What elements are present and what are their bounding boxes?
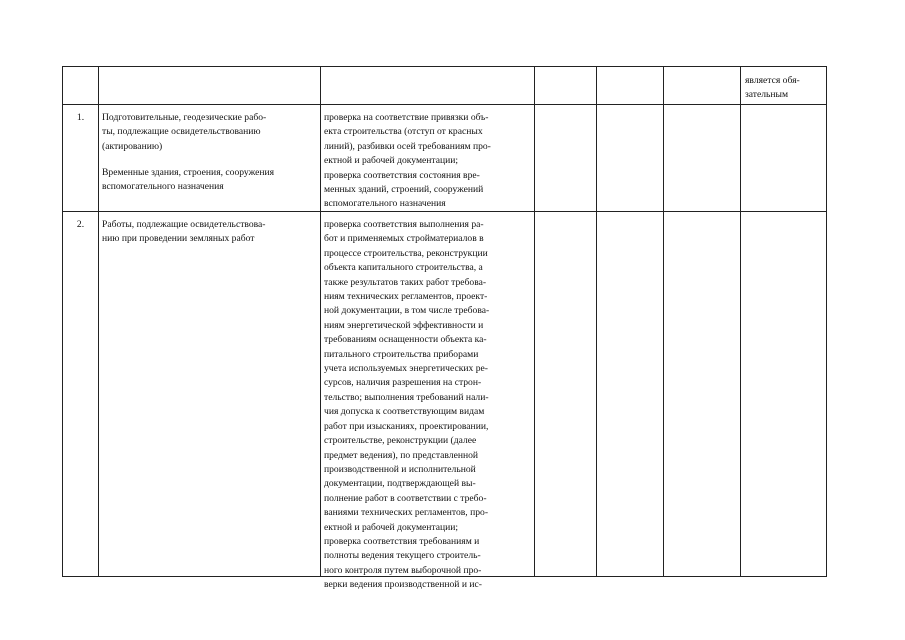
table-column-divider [98,66,99,576]
table-column-divider [534,66,535,576]
table-column-divider [663,66,664,576]
work-type-text: Работы, подлежащие освидетельствова- нию при проведении земляных работ [102,219,266,245]
row-number: 1. [76,112,85,123]
table-border-top [62,66,827,67]
table-row-divider [62,104,827,105]
work-type-text: Подготовительные, геодезические рабо- ты, подлежащие освидетельствованию (актированию) [102,112,267,152]
inspection-subject-text: проверка соответствия выполнения ра- бот и применяемых стройматериалов в процессе строительства, реконструкции объекта капитального строительства, а также результатов таких работ требова- ниям технических регламентов, проект- ной документации, в том числе требова- ниям энергетической эффективности и требованиям оснащенности объекта ка- питального строительства приборами учета используемых энергетических ре- сурсов, наличия разрешения на строн- тельство; выполнения требований нали- чия допуска к соответствующим видам работ при изысканиях, проектировании, строительстве, реконструкции (далее предмет ведения), по представленной производственной и исполнительной документации, подтверждающей вы- полнение работ в соответствии с требо- ваниями технических регламентов, про- ектной и рабочей документации; проверка соответствия требованиям и полноты ведения текущего строитель- ного контроля путем выборочной про- верки ведения производственной и ис- [324,219,490,591]
work-type-text: Временные здания, строения, сооружения вспомогательного назначения [102,167,275,193]
header-last-column-text: является обя- зательным [745,75,800,101]
table-column-divider [320,66,321,576]
inspection-subject-text: проверка на соответствие привязки объ- екта строительства (отступ от красных линий), разбивки осей требованиям про- ектной и рабочей документации; проверка соответствия состояния вре- менных зданий, строений, сооружений вспомогательного назначения [324,112,491,210]
table-column-divider [740,66,741,576]
table-column-divider [596,66,597,576]
row-number: 2. [76,219,85,230]
table-border-right [826,66,827,576]
table-column-divider [62,66,63,576]
